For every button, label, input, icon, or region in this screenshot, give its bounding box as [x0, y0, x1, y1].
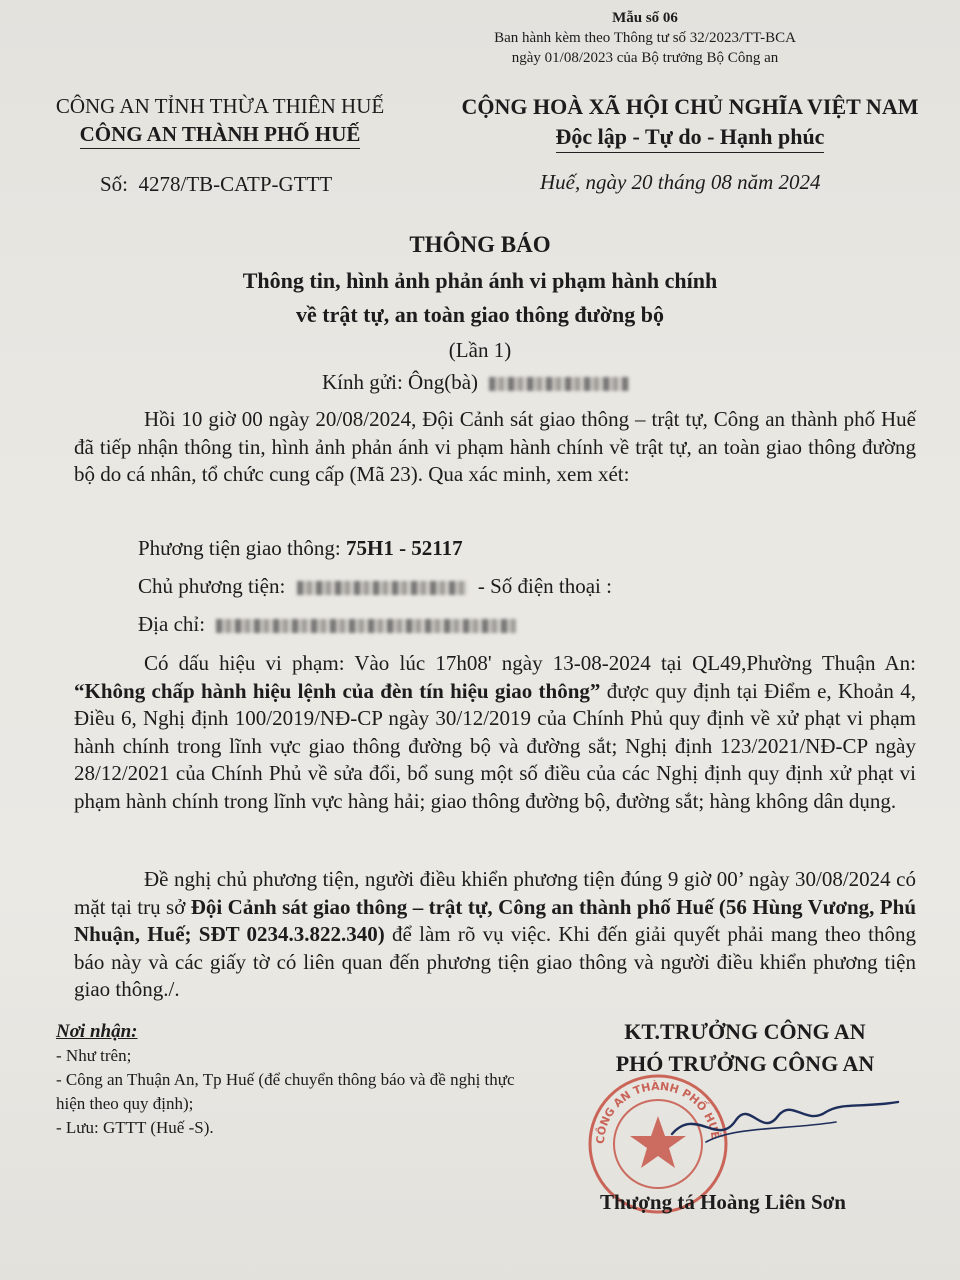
so-value: 4278/TB-CATP-GTTT: [138, 172, 333, 196]
signature-scribble-icon: [666, 1086, 906, 1156]
recipient-item: - Công an Thuận An, Tp Huế (để chuyển thông báo và đề nghị thực hiện theo quy định);: [56, 1070, 515, 1113]
doc-subtitle-1: Thông tin, hình ảnh phản ánh vi phạm hành chính: [242, 268, 718, 293]
country-name: CỘNG HOÀ XÃ HỘI CHỦ NGHĨA VIỆT NAM: [461, 94, 919, 119]
recipients: [56, 1020, 526, 1140]
address-line: [138, 612, 516, 637]
kinh-gui-label: Kính gửi: Ông(bà): [322, 370, 479, 394]
signer-name: Thượng tá Hoàng Liên Sơn: [600, 1190, 846, 1214]
recipient-item: - Lưu: GTTT (Huế -S).: [56, 1118, 214, 1137]
recipients-heading: Nơi nhận:: [56, 1021, 138, 1042]
form-line-1: Ban hành kèm theo Thông tư số 32/2023/TT-BCA: [494, 30, 796, 46]
header-right: [430, 92, 950, 153]
issue-date: Huế, ngày 20 tháng 08 năm 2024: [540, 170, 821, 194]
recipient-item: - Như trên;: [56, 1046, 132, 1065]
para2-start: Có dấu hiệu vi phạm: Vào lúc 17h08' ngày 13-08-2024 tại QL49,Phường Thuận An:: [144, 651, 916, 675]
header-left: [20, 92, 420, 149]
form-line-2: ngày 01/08/2023 của Bộ trưởng Bộ Công an: [511, 50, 779, 66]
signature-title-2: PHÓ TRƯỞNG CÔNG AN: [615, 1051, 875, 1076]
doc-lan: (Lần 1): [448, 338, 512, 362]
para2-rest: được quy định tại Điểm e, Khoản 4, Điều 6, Nghị định 100/2019/NĐ-CP ngày 30/12/2019 của Chính Phủ quy định về xử phạt vi phạm hành chính trong lĩnh vực giao thông đường bộ và đường sắt; Nghị định 123/2021/NĐ-CP ngày 28/12/2021 của Chính Phủ về sửa đổi, bổ sung một số điều của các Nghị định quy định xử phạt vi phạm hành chính trong lĩnh vực hàng hải; giao thông đường bộ, đường sắt; hàng không dân dụng.: [74, 678, 916, 813]
motto: Độc lập - Tự do - Hạnh phúc: [556, 122, 825, 153]
paragraph-3: [74, 866, 916, 1004]
owner-line: [138, 574, 612, 599]
office-text: Đội Cảnh sát giao thông – trật tự, Công an thành phố Huế (56 Hùng Vương, Phú Nhuận, Huế; SĐT 0234.3.822.340): [74, 894, 916, 947]
violation-text: “Không chấp hành hiệu lệnh của đèn tín hiệu giao thông”: [74, 678, 601, 703]
vehicle-plate: 75H1 - 52117: [345, 536, 463, 560]
paragraph-1: Hồi 10 giờ 00 ngày 20/08/2024, Đội Cảnh sát giao thông – trật tự, Công an thành phố Huế đã tiếp nhận thông tin, hình ảnh phản ánh vi phạm hành chính về trật tự, an toàn giao thông đường bộ do cá nhân, tổ chức cung cấp (Mã 23). Qua xác minh, xem xét:: [74, 407, 916, 487]
vehicle-label: Phương tiện giao thông:: [138, 536, 341, 560]
paragraph-2: [74, 650, 916, 816]
doc-title: THÔNG BÁO: [409, 232, 551, 257]
org-parent: CÔNG AN TỈNH THỪA THIÊN HUẾ: [55, 94, 385, 118]
form-reference: [480, 8, 810, 68]
phone-label: - Số điện thoại :: [477, 574, 612, 598]
so-label: Số:: [100, 172, 129, 196]
owner-label: Chủ phương tiện:: [138, 574, 286, 598]
redacted-recipient: [489, 377, 629, 391]
seal-text: CÔNG AN THÀNH PHỐ HUẾ: [593, 1079, 722, 1145]
redacted-address: [216, 619, 516, 633]
document-number: [100, 172, 332, 197]
address-label: Địa chỉ:: [138, 612, 206, 636]
para3-start: Đề nghị chủ phương tiện, người điều khiển phương tiện đúng 9 giờ 00’ ngày 30/08/2024 có mặt tại trụ sở: [74, 867, 916, 919]
vehicle-line: [138, 536, 463, 561]
kinh-gui: [322, 370, 629, 395]
redacted-owner: [297, 581, 467, 595]
signature-title-1: KT.TRƯỞNG CÔNG AN: [624, 1019, 866, 1044]
form-number: Mẫu số 06: [612, 10, 678, 26]
org-name: CÔNG AN THÀNH PHỐ HUẾ: [80, 120, 361, 149]
doc-subtitle-2: về trật tự, an toàn giao thông đường bộ: [295, 302, 664, 327]
para3-rest: để làm rõ vụ việc. Khi đến giải quyết phải mang theo thông báo này và các giấy tờ có liên quan đến phương tiện giao thông và người điều khiển phương tiện giao thông./.: [74, 922, 917, 1002]
signature-block: [580, 1016, 910, 1080]
